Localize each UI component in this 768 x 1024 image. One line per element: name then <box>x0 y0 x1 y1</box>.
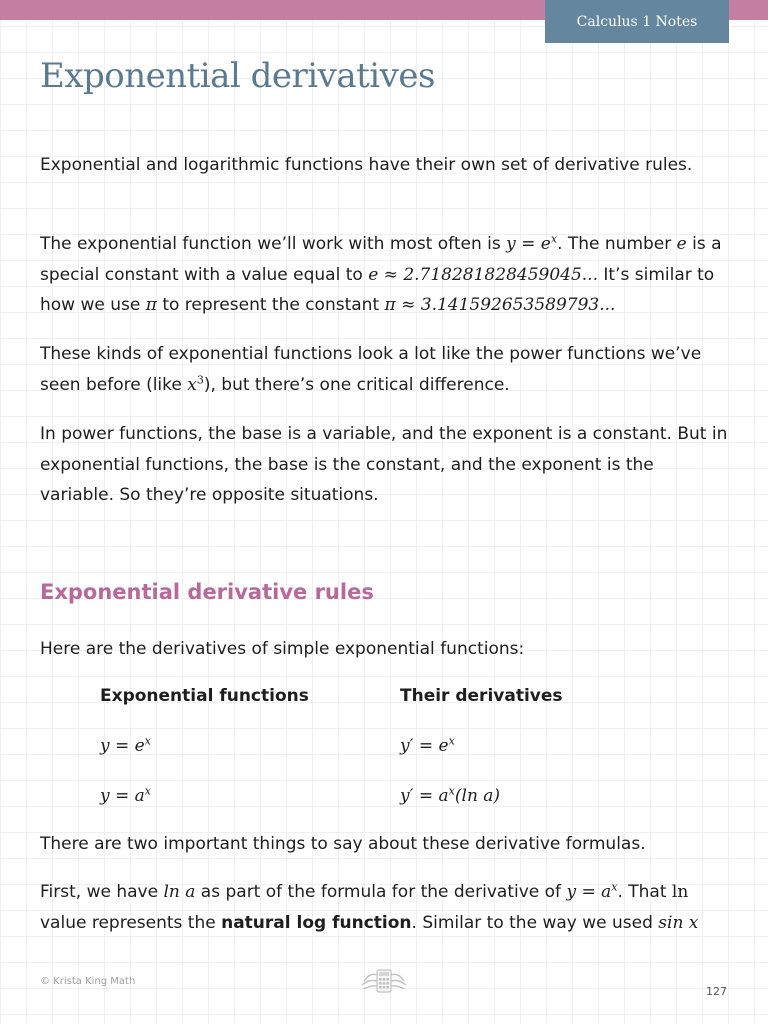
section-heading: Exponential derivative rules <box>40 580 374 604</box>
page-title: Exponential derivatives <box>40 56 435 96</box>
table-row-2-function: $y = a^x$ <box>100 784 152 806</box>
intro-paragraph-3: These kinds of exponential functions look a lot like the power functions we’ve seen before (like $x^3$), but there’s one critical difference. <box>40 344 702 395</box>
table-row-1-derivative: $y' = e^x$ <box>400 734 455 756</box>
course-tag: Calculus 1 Notes <box>545 0 729 43</box>
intro-paragraph-4: In power functions, the base is a variable, and the exponent is a constant. But in exponential functions, the base is the constant, and the exponent is the variable. So they’re opposite situations. <box>40 424 728 505</box>
formula-note: There are two important things to say about these derivative formulas. <box>40 834 646 854</box>
table-row-1-function: $y = e^x$ <box>100 734 151 756</box>
intro-paragraph-2: The exponential function we’ll work with most often is $y = e^x$. The number e is a special constant with a value equal to e ≈ 2.718281828459045... It’s similar to how we use π to represent the constant π ≈ 3.141592653589793... <box>40 232 722 315</box>
intro-paragraph-1: Exponential and logarithmic functions have their own set of derivative rules. <box>40 155 693 175</box>
page-number: 127 <box>706 985 727 998</box>
table-header-derivatives: Their derivatives <box>400 686 563 706</box>
first-point-paragraph: First, we have ln a as part of the formula for the derivative of $y = a^x$. That ln value represents the natural log function. Similar to the way we used sin x <box>40 880 699 933</box>
footer-copyright: © Krista King Math <box>40 976 136 987</box>
section-intro: Here are the derivatives of simple exponential functions: <box>40 639 525 659</box>
table-row-2-derivative: $y' = a^x(\ln$ a) <box>400 784 501 806</box>
table-header-functions: Exponential functions <box>100 686 309 706</box>
calculator-logo-icon <box>360 966 408 1000</box>
